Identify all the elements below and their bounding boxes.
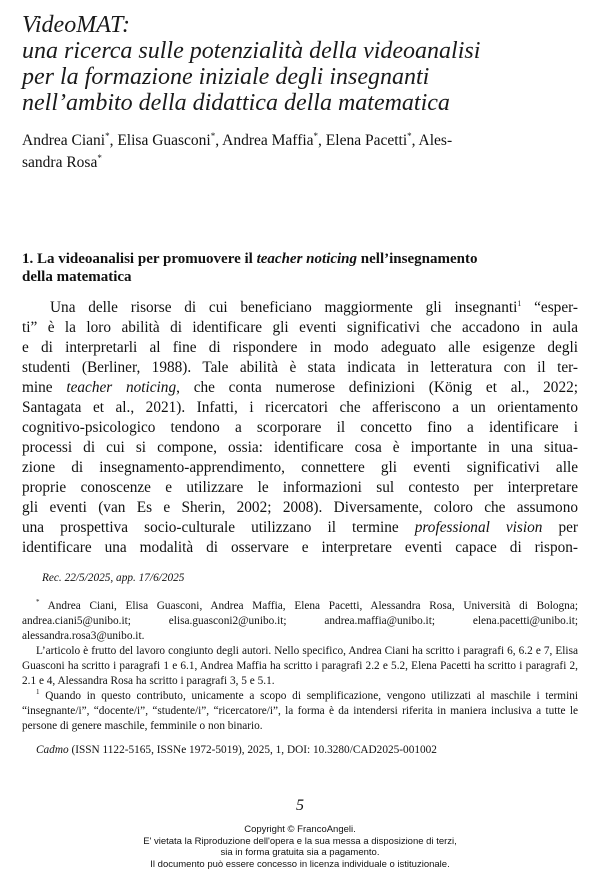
text-run: Una delle risorse di cui beneficiano maggiormente gli insegnanti	[50, 299, 518, 316]
text-line	[22, 298, 578, 318]
text-line: Santagata et al., 2021). Infatti, i ricercatori che afferiscono a un orientamento	[22, 399, 578, 416]
page-number: 5	[296, 797, 304, 814]
affiliation-text: Andrea Ciani, Elisa Guasconi, Andrea Maffia, Elena Pacetti, Alessandra Rosa, Università di Bologna; andrea.ciani5@unibo.it; elisa.guasconi2@unibo.it; andrea.maffia@unibo.it; elena.pacetti@unibo.it; alessandra.rosa3@unibo.it.	[22, 600, 578, 642]
author-separator: ,	[215, 132, 223, 149]
text-line: identificare una modalità di osservare e interpretare eventi capace di rispon-	[22, 539, 578, 556]
copyright-line: Il documento può essere concesso in licenza individuale o istituzionale.	[150, 858, 450, 870]
text-run: mine	[22, 379, 67, 396]
heading-italic: teacher noticing	[256, 251, 358, 267]
journal-citation	[22, 743, 578, 758]
text-line	[22, 518, 578, 538]
footnote-text: Quando in questo contributo, unicamente a scopo di semplificazione, vengono utilizzati al maschile i termini “insegnante/i”, “docente/i”, “studente/i”, “ricercatore/i”, la forma è da intendersi riferita in maniera inclusiva a tutte le persone di genere maschile, femminile o non binario.	[22, 690, 578, 732]
author-name: Elena Pacetti	[325, 132, 408, 149]
text-line: ti” è la loro abilità di identificare gli eventi significativi che accadono in aula	[22, 319, 578, 336]
italic-term: professional vision	[414, 519, 543, 536]
footnote-1	[22, 689, 578, 734]
text-run: una prospettiva socio-culturale utilizzano il termine	[22, 519, 415, 536]
journal-details: (ISSN 1122-5165, ISSNe 1972-5019), 2025, 1, DOI: 10.3280/CAD2025-001002	[68, 744, 437, 756]
text-line: zione di insegnamento-apprendimento, connettere gli eventi significativi alle	[22, 459, 578, 476]
affiliation-mark: *	[407, 130, 412, 141]
author-separator: ,	[109, 132, 118, 149]
copyright-line: sia in forma gratuita sia a pagamento.	[220, 847, 380, 858]
body-paragraph	[22, 298, 578, 558]
text-run: , che conta numerose definizioni (König et al., 2022;	[176, 379, 578, 396]
italic-term: teacher noticing	[66, 379, 177, 396]
affiliation-mark: *	[36, 598, 40, 607]
text-line: studenti (Berliner, 1988). Tale abilità è stata indicata in letteratura con il ter-	[22, 359, 578, 376]
author-name: Andrea Ciani	[22, 132, 106, 149]
affiliation-mark: *	[97, 152, 102, 163]
title-line: per la formazione iniziale degli insegnanti	[22, 64, 430, 90]
author-separator: ,	[318, 132, 326, 149]
heading-text: della matematica	[22, 269, 132, 285]
text-line: proprie conoscenze e utilizzare le informazioni sul contesto per interpretare	[22, 479, 578, 496]
author-separator: ,	[411, 132, 419, 149]
author-list	[22, 130, 578, 174]
footnote-mark: 1	[36, 688, 40, 697]
title-line: nell’ambito della didattica della matematica	[22, 90, 450, 116]
affiliation-mark: *	[313, 130, 319, 141]
received-date: Rec. 22/5/2025, app. 17/6/2025	[42, 572, 185, 584]
text-line: e di interpretarli al fine di rispondere in modo adeguato alle esigenze degli	[22, 339, 578, 356]
title-line: una ricerca sulle potenzialità della videoanalisi	[22, 38, 481, 64]
footnote-ref: 1	[517, 298, 522, 308]
author-name-part: sandra Rosa	[22, 154, 98, 171]
text-run: per	[542, 519, 578, 536]
author-name-part: Ales-	[418, 132, 453, 149]
article-title	[22, 12, 582, 116]
copyright-notice	[0, 824, 600, 870]
copyright-line: E' vietata la Riproduzione dell'opera e la sua messa a disposizione di terzi,	[143, 835, 457, 847]
text-line: gli eventi (van Es e Sherin, 2002; 2008). Diversamente, coloro che assumono	[22, 499, 578, 516]
copyright-line: Copyright © FrancoAngeli.	[244, 824, 356, 835]
heading-text: 1. La videoanalisi per promuovere il	[22, 251, 257, 267]
affiliation-mark: *	[210, 130, 216, 141]
heading-text: nell’insegnamento	[357, 251, 478, 267]
title-line: VideoMAT:	[22, 12, 130, 38]
text-line	[22, 378, 578, 398]
footnotes	[22, 571, 578, 758]
author-name: Elisa Guasconi	[117, 132, 211, 149]
affiliation-mark: *	[105, 130, 110, 141]
text-run: “esper-	[521, 299, 578, 316]
journal-name: Cadmo	[36, 744, 69, 756]
author-name: Andrea Maffia	[222, 132, 314, 149]
contribution-note: L’articolo è frutto del lavoro congiunto degli autori. Nello specifico, Andrea Ciani ha scritto i paragrafi 6, 6.2 e 7, Elisa Guasconi ha scritto i paragrafi 1 e 6.1, Andrea Maffia ha scritto i paragrafi 2.2 e 5.2, Elena Pacetti ha scritto i paragrafi 2, 2.1 e 4, Alessandra Rosa ha scritto i paragrafi 3, 5 e 5.1.	[22, 645, 578, 687]
text-line: cognitivo-psicologico tendono a scorporare il concetto fino a identificare i	[22, 419, 578, 436]
text-line: processi di cui si compone, ossia: identificare cosa è importante in una situa-	[22, 439, 578, 456]
section-heading	[22, 250, 578, 286]
affiliation-note	[22, 599, 578, 644]
